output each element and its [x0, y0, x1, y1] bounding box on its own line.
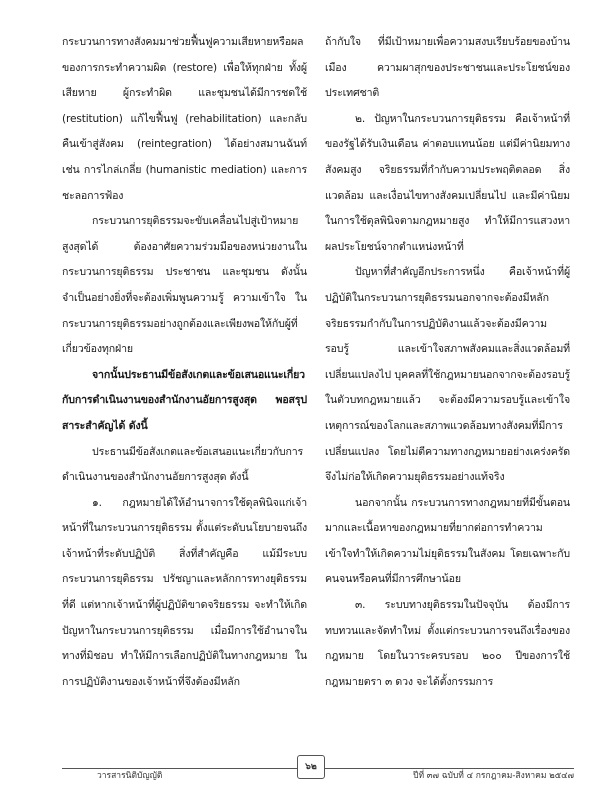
issue-info: ปีที่ ๓๗ ฉบับที่ ๔ กรกฎาคม-สิงหาคม ๒๕๔๗: [413, 771, 574, 781]
page-number: ๖๒: [297, 755, 325, 779]
paragraph: ปัญหาที่สำคัญอีกประการหนึ่ง คือเจ้าหน้าที่ผู้ปฏิบัติในกระบวนการยุติธรรมนอกจากจะต้องมีหลักจริยธรรมกำกับในการปฏิบัติงานแล้วจะต้องมีความรอบรู้ และเข้าใจสภาพสังคมและสิ่งแวดล้อมที่เปลี่ยนแปลงไป บุคคลที่ใช้กฎหมายนอกจากจะต้องรอบรู้ในตัวบทกฎหมายแล้ว จะต้องมีความรอบรู้และเข้าใจเหตุการณ์ของโลกและสภาพแวดล้อมทางสังคมที่มีการเปลี่ยนแปลง โดยไม่ตีความทางกฎหมายอย่างเคร่งครัดจึงไม่ก่อให้เกิดความยุติธรรมอย่างแท้จริง: [325, 266, 570, 484]
paragraph: กระบวนการทางสังคมมาช่วยฟื้นฟูความเสียหายหรือผลของการกระทำความผิด (restore) เพื่อให้ทุกฝ่าย ทั้งผู้เสียหาย ผู้กระทำผิด และชุมชนได้มีการชดใช้ (restitution) แก้ไขฟื้นฟู (rehabilitation) และกลับคืนเข้าสู่สังคม (reintegration) ได้อย่างสมานฉันท์ เช่น การไกล่เกลี่ย (humanistic mediation) และการชะลอการฟ้อง: [62, 36, 307, 202]
page-footer: [62, 752, 574, 782]
paragraph-bold: จากนั้นประธานมีข้อสังเกตและข้อเสนอแนะเกี่ยวกับการดำเนินงานของสำนักงานอัยการสูงสุด พอสรุปสาระสำคัญได้ ดังนี้: [62, 368, 307, 432]
paragraph: ๒. ปัญหาในกระบวนการยุติธรรม คือเจ้าหน้าที่ของรัฐได้รับเงินเดือน ค่าตอบแทนน้อย แต่มีค่านิยมทางสังคมสูง จริยธรรมที่กำกับความประพฤติตลอด สิ่งแวดล้อม และเงื่อนไขทางสังคมเปลี่ยนไป และมีค่านิยมในการใช้ดุลพินิจตามกฎหมายสูง ทำให้มีการแสวงหาผลประโยชน์จากตำแหน่งหน้าที่: [325, 112, 570, 253]
paragraph: กระบวนการยุติธรรมจะขับเคลื่อนไปสู่เป้าหมายสูงสุดได้ ต้องอาศัยความร่วมมือของหน่วยงานในกระบวนการยุติธรรม ประชาชน และชุมชน ดังนั้น จำเป็นอย่างยิ่งที่จะต้องเพิ่มพูนความรู้ ความเข้าใจ ในกระบวนการยุติธรรมอย่างถูกต้องและเพียงพอให้กับผู้ที่เกี่ยวข้องทุกฝ่าย: [62, 215, 307, 356]
paragraph: ๑. กฎหมายได้ให้อำนาจการใช้ดุลพินิจแก่เจ้าหน้าที่ในกระบวนการยุติธรรม ตั้งแต่ระดับนโยบายจนถึงเจ้าหน้าที่ระดับปฏิบัติ สิ่งที่สำคัญคือ แม้มีระบบกระบวนการยุติธรรม ปรัชญาและหลักการทางยุติธรรมที่ดี แต่หากเจ้าหน้าที่ผู้ปฏิบัติขาดจริยธรรม จะทำให้เกิดปัญหาในกระบวนการยุติธรรม เมื่อมีการใช้อำนาจในทางที่มิชอบ ทำให้มีการเลือกปฏิบัติในทางกฎหมาย ในการปฏิบัติงานของเจ้าหน้าที่จึงต้องมีหลัก: [62, 496, 307, 688]
paragraph: ๓. ระบบทางยุติธรรมในปัจจุบัน ต้องมีการทบทวนและจัดทำใหม่ ตั้งแต่กระบวนการจนถึงเรื่องของกฎหมาย โดยในวาระครบรอบ ๒๐๐ ปีของการใช้กฎหมายตรา ๓ ดวง จะได้ตั้งกรรมการ: [325, 599, 570, 688]
paragraph: นอกจากนั้น กระบวนการทางกฎหมายที่มีขั้นตอนมากและเนื้อหาของกฎหมายที่ยากต่อการทำความเข้าใจทำให้เกิดความไม่ยุติธรรมในสังคม โดยเฉพาะกับคนจนหรือคนที่มีการศึกษาน้อย: [325, 496, 570, 586]
paragraph: ประธานมีข้อสังเกตและข้อเสนอแนะเกี่ยวกับการดำเนินงานของสำนักงานอัยการสูงสุด ดังนี้: [62, 445, 304, 484]
left-column: [62, 30, 307, 695]
right-column: [325, 30, 570, 695]
paragraph: ถ้ากับใจ ที่มีเป้าหมายเพื่อความสงบเรียบร้อยของบ้านเมือง ความผาสุกของประชาชนและประโยชน์ของประเทศชาติ: [325, 36, 570, 100]
journal-name: วารสารนิติบัญญัติ: [97, 771, 163, 781]
